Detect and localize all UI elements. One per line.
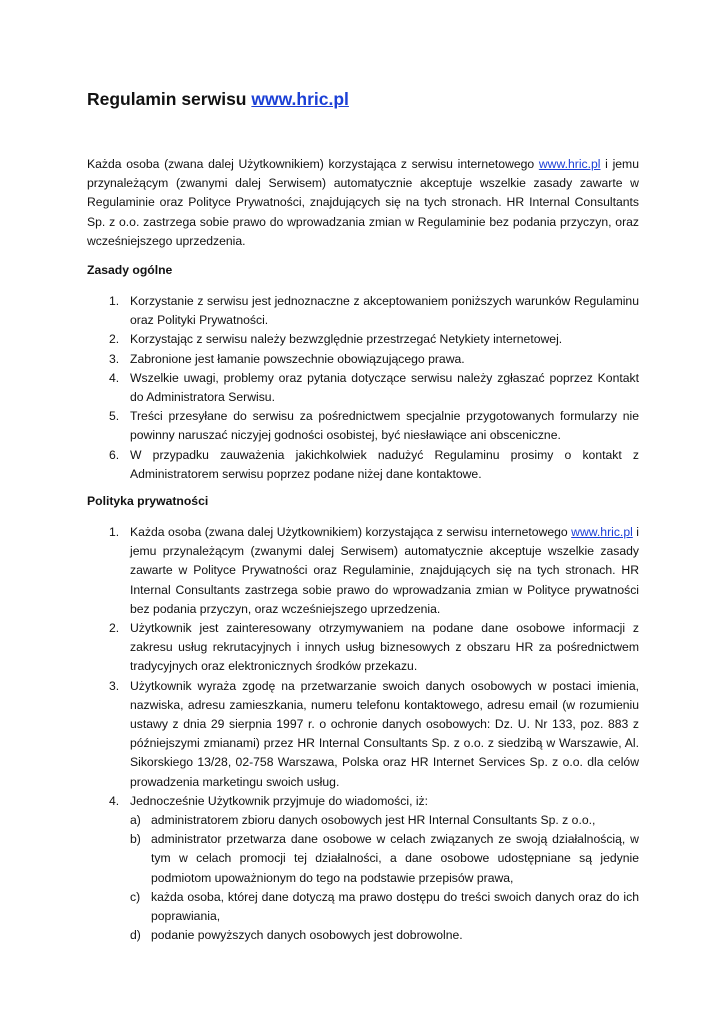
sub-list-item bbox=[130, 926, 639, 945]
list-item bbox=[109, 407, 639, 445]
intro-text-after: i jemu przynależącym (zwanymi dalej Serwisem) automatycznie akceptuje wszelkie zasady zawarte w Regulaminie oraz Polityce Prywatności, znajdujących się na tych stronach. HR Internal Consultants Sp. z o.o. zastrzega sobie prawo do wprowadzania zmian w Regulaminie bez podania przyczyn, oraz wcześniejszego uprzedzenia. bbox=[87, 157, 639, 248]
list-number: 3. bbox=[109, 678, 120, 693]
list-item bbox=[109, 523, 639, 619]
list-number: 1. bbox=[109, 525, 120, 539]
list-item-text: Korzystanie z serwisu jest jednoznaczne z akceptowaniem poniższych warunków Regulaminu oraz Polityki Prywatności. bbox=[130, 294, 639, 328]
section-heading-general-rules: Zasady ogólne bbox=[87, 263, 173, 277]
list-item-text: Jednocześnie Użytkownik przyjmuje do wiadomości, iż: bbox=[130, 793, 429, 808]
list-item-text: Treści przesyłane do serwisu za pośrednictwem specjalnie przygotowanych formularzy nie powinny naruszać niczyjej godności osobistej, być niesławiące ani obsceniczne. bbox=[130, 409, 639, 443]
sub-list-letter: d) bbox=[130, 928, 141, 943]
list-item bbox=[109, 792, 639, 946]
sub-list-item-text: każda osoba, której dane dotyczą ma prawo dostępu do treści swoich danych oraz do ich poprawiania, bbox=[151, 889, 639, 924]
sub-list-item bbox=[130, 811, 639, 830]
sub-list-letter: a) bbox=[130, 813, 141, 828]
list-number: 6. bbox=[109, 447, 120, 462]
list-item bbox=[109, 677, 639, 792]
list-item bbox=[109, 330, 639, 349]
list-number: 4. bbox=[109, 793, 120, 808]
sub-list-item-text: administratorem zbioru danych osobowych jest HR Internal Consultants Sp. z o.o., bbox=[151, 813, 596, 828]
section-heading-privacy-policy: Polityka prywatności bbox=[87, 494, 209, 508]
list-item-text: Użytkownik jest zainteresowany otrzymywaniem na podane dane osobowe informacji z zakresu usług rekrutacyjnych i innych usług biznesowych z obszaru HR za pośrednictwem tradycyjnych oraz elektronicznych środków przekazu. bbox=[130, 621, 639, 674]
intro-link[interactable]: www.hric.pl bbox=[538, 157, 601, 171]
privacy-link[interactable]: www.hric.pl bbox=[571, 525, 633, 539]
list-item-text: W przypadku zauważenia jakichkolwiek nadużyć Regulaminu prosimy o kontakt z Administratorem serwisu poprzez podane niżej dane kontaktowe. bbox=[130, 447, 639, 481]
intro-text-before: Każda osoba (zwana dalej Użytkownikiem) korzystająca z serwisu internetowego bbox=[87, 157, 539, 171]
intro-paragraph bbox=[87, 155, 639, 251]
title-text: Regulamin serwisu bbox=[87, 89, 252, 109]
list-number: 3. bbox=[109, 351, 120, 366]
list-item bbox=[109, 292, 639, 330]
page-title bbox=[87, 88, 349, 110]
list-item-text: Zabronione jest łamanie powszechnie obowiązującego prawa. bbox=[130, 351, 465, 366]
list-item bbox=[109, 369, 639, 407]
list-item bbox=[109, 446, 639, 484]
privacy-policy-list bbox=[109, 523, 639, 945]
list-item-text: Użytkownik wyraża zgodę na przetwarzanie swoich danych osobowych w postaci imienia, nazwiska, adresu zamieszkania, numeru telefonu kontaktowego, adresu email (w rozumieniu ustawy z dnia 29 sierpnia 1997 r. o ochronie danych osobowych: Dz. U. Nr 133, poz. 883 z późniejszymi zmianami) przez HR Internal Consultants Sp. z o.o. z siedzibą w Warszawie, Al. Sikorskiego 13/28, 02-758 Warszawa, Polska oraz HR Internet Services Sp. z o.o. dla celów prowadzenia marketingu swoich usług. bbox=[130, 678, 639, 789]
list-item-text: Wszelkie uwagi, problemy oraz pytania dotyczące serwisu należy zgłaszać poprzez Kontakt do Administratora Serwisu. bbox=[130, 370, 639, 405]
sub-list-item-text: administrator przetwarza dane osobowe w celach związanych ze swoją działalnością, w tym w celach promocji tej działalności, a dane osobowe udostępniane są jedynie podmiotom upoważnionym do tego na podstawie przepisów prawa, bbox=[151, 832, 639, 885]
list-number: 4. bbox=[109, 370, 120, 385]
sub-list bbox=[130, 811, 639, 945]
sub-list-item-text: podanie powyższych danych osobowych jest dobrowolne. bbox=[151, 928, 463, 943]
list-item-text-after: i jemu przynależącym (zwanymi dalej Serwisem) automatycznie akceptuje wszelkie zasady zawarte w Polityce Prywatności oraz Regulaminie, znajdujących się na tych stronach. HR Internal Consultants zastrzega sobie prawo do wprowadzania zmian w Polityce prywatności bez podania przyczyn, oraz wcześniejszego uprzedzenia. bbox=[130, 525, 640, 616]
list-number: 5. bbox=[109, 409, 120, 424]
list-number: 2. bbox=[109, 621, 120, 636]
list-number: 2. bbox=[109, 332, 120, 347]
list-item-text-before: Każda osoba (zwana dalej Użytkownikiem) korzystająca z serwisu internetowego bbox=[130, 525, 572, 539]
sub-list-letter: c) bbox=[130, 889, 141, 904]
list-item bbox=[109, 350, 639, 369]
title-link[interactable]: www.hric.pl bbox=[251, 89, 349, 109]
sub-list-item bbox=[130, 830, 639, 888]
list-item bbox=[109, 619, 639, 677]
sub-list-letter: b) bbox=[130, 832, 141, 847]
general-rules-list bbox=[109, 292, 639, 484]
sub-list-item bbox=[130, 888, 639, 926]
list-item-text: Korzystając z serwisu należy bezwzględnie przestrzegać Netykiety internetowej. bbox=[130, 332, 563, 347]
list-number: 1. bbox=[109, 294, 120, 308]
